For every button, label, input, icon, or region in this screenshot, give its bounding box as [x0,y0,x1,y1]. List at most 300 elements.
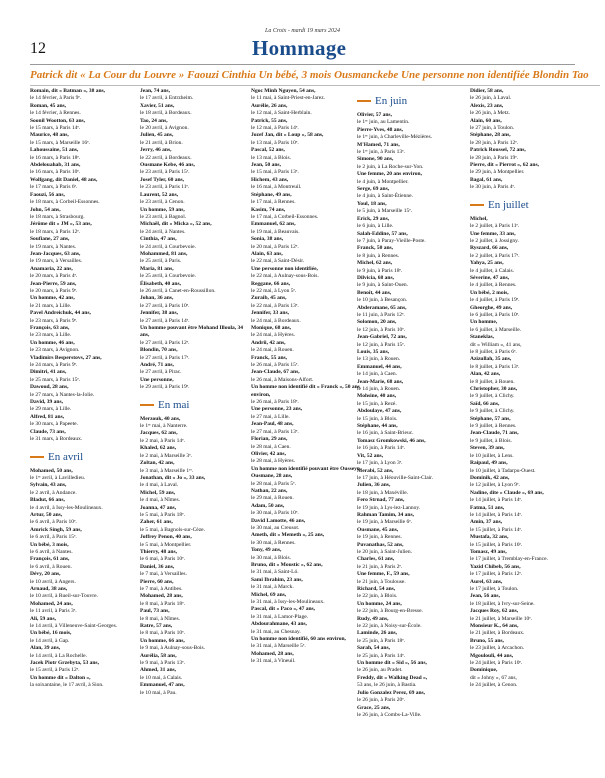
entry-name: Une personne, [140,376,174,383]
entry-name: Faouzi, 56 ans, [30,191,65,198]
obituary-entry [357,201,470,216]
entry-detail: le 2 avril, à Andance. [30,489,77,496]
entry-name: Emmanuel, 62 ans, [251,221,296,228]
entry-detail: le 4 juillet, à Rennes. [470,282,517,289]
entry-name: Saïd, 66 ans, [470,400,500,407]
entry-name: Emmanuel, 47 ans, [140,682,185,689]
entry-name: Un homme, 66 ans, [140,637,185,644]
entry-name: Romain, dit « Batman », 38 ans, [30,88,106,94]
entry-detail: le 1ᵉʳ juin, à Charleville-Mézières. [357,134,432,141]
obituary-entry [30,162,143,177]
entry-detail: le 18 mars, à Corbeil-Essonnes. [30,199,100,206]
entry-detail: le 12 mai, à Paris 14ᵉ. [251,125,299,132]
entry-name: Joanna, 47 ans, [140,504,177,511]
entry-detail: le 24 mai, à Rouen. [251,347,294,354]
names-banner [30,69,600,84]
entry-detail: le 24 mai, à Bordeaux. [251,317,301,324]
entry-detail: le 11 avril, à Paris 3ᵉ. [30,608,77,615]
obituary-entry [140,88,253,103]
entry-name: Florian, 29 ans, [251,436,288,443]
obituary-entry [470,667,583,682]
entry-detail: le 24 avril, à Nantes. [140,228,186,235]
entry-name: Wolfgang, dit Daniel, 48 ans, [30,176,98,183]
obituary-entry [251,406,364,421]
obituary-entry [357,675,470,690]
entry-detail: le 27 avril, à Paris 17ᵉ. [140,354,190,361]
entry-detail: le 28 juin, à Paris 19ᵉ. [470,154,519,161]
entry-name: Richard, 54 ans, [357,586,396,592]
entry-detail: le 6 avril, à Nantes. [30,548,73,555]
entry-detail: le 30 juin, à Paris 4ᵉ. [470,184,516,191]
entry-detail: le 20 mars, à Paris 9ᵉ. [30,287,78,294]
entry-name: Bladut, 66 ans, [30,497,65,504]
entry-name: Un homme dit « Sid », 56 ans, [357,660,427,667]
entry-name: Vit, 52 ans, [357,452,384,459]
title-divider [30,64,575,65]
entry-name: Ousmane Kebe, 46 ans, [140,162,195,169]
obituary-entry [140,416,253,431]
entry-detail: le 27 mai, à Lille. [251,413,290,420]
obituary-entry [30,192,143,207]
entry-name: Zaher, 61 ans, [140,519,173,526]
entry-detail: le 15 mai, à Paris 13ᵉ. [251,169,299,176]
entry-detail: le 12 juillet, à Lyon 9ᵉ. [470,482,520,489]
entry-detail: le 8 juillet, à Paris 13ᵉ. [470,363,520,370]
entry-detail: le 14 avril, à Gap. [30,637,70,644]
entry-name: Ali, 59 ans, [30,615,56,622]
obituary-entry [357,245,470,260]
entry-detail: le 15 mars, à Paris 14ᵉ. [30,125,81,132]
entry-detail: le 27 mai, à Paris 13ᵉ. [251,428,299,435]
entry-name: Maurice, 48 ans, [30,132,69,139]
entry-detail: le 10 mai, à Pau. [140,689,177,696]
obituary-entry [251,451,364,466]
obituary-entry [30,236,143,251]
entry-name: Steven, 39 ans, [470,445,505,452]
entry-detail: le 25 avril, à Paris. [140,258,182,265]
entry-detail: le 10 avril, à Rueil-sur-Touvre. [30,593,98,600]
entry-name: Pascal, 52 ans, [251,147,285,154]
page-title: Hommage [252,36,347,60]
obituary-entry [140,430,253,445]
obituary-entry [251,103,364,118]
obituary-entry [140,445,253,460]
entry-detail: le 19 juin, à Lys-lez-Lannoy. [357,504,421,511]
obituary-entry [470,460,583,475]
entry-name: Un homme, 46 ans, [30,339,75,346]
obituary-entry [357,705,470,720]
obituary-entry [140,347,253,362]
obituary-entry [251,636,364,651]
obituary-entry [251,577,364,592]
entry-name: Jacek Piotr Grzebyta, 53 ans, [30,660,99,667]
entry-name: Jacques, 62 ans, [140,430,178,437]
entry-detail: le 11 mai, à Saint-Priest-en-Jarez. [251,95,326,102]
entry-detail: le 4 juin, à Montpellier. [357,178,409,185]
entry-name: Benoît, 44 ans, [357,289,392,296]
entry-name: Olivier, 42 ans, [251,450,286,457]
entry-detail: le 31 mai, à Saint-Ló. [251,569,299,576]
entry-detail: le 10 juillet, à Tadarpu-Ouest. [470,467,536,474]
obituary-entry [140,221,253,236]
entry-detail: le 17 mai, à Corbeil-Essonnes. [251,213,319,220]
obituary-entry [470,371,583,386]
entry-detail: le 4 juillet, à Paris 19ᵉ. [470,297,520,304]
entry-detail: le 31 mai, à Lamor-Plage. [251,613,309,620]
obituary-entry [251,340,364,355]
obituary-entry [251,118,364,133]
entry-name: Amrick Singh, 59 ans, [30,526,82,533]
entry-detail: le 25 juin, à Paris 18ᵉ. [357,637,406,644]
entry-name: Rahman Tamim, 34 ans, [357,511,415,518]
obituary-entry [251,88,364,103]
entry-name: Salah-Eddine, 57 ans, [357,230,408,237]
obituary-entry [140,325,253,347]
entry-name: Solomon, 20 ans, [357,319,397,326]
entry-name: Michel, 59 ans, [140,489,176,496]
entry-detail: le 25 avril, à Courbevoie. [140,273,196,280]
entry-detail: le 7 mai, à Versailles. [140,571,187,578]
obituary-entry [30,468,143,483]
entry-name: Jean-Paul, 48 ans, [251,421,294,428]
entry-detail: le 26 juin, à Laval. [470,95,512,102]
entry-name: Ameth, dit « Memeth », 25 ans, [251,532,325,539]
entry-detail: le 27 avril, à Paris 10ᵉ. [140,302,190,309]
obituary-entry [140,623,253,638]
entry-name: John, 54 ans, [30,206,61,213]
entry-detail: le 16 mars, à Paris 18ᵉ. [30,154,81,161]
entry-name: Sarah, 54 ans, [357,645,391,652]
entry-name: Un bébé, 3 mois, [30,541,69,548]
obituary-entry [470,653,583,668]
entry-detail: le 31 mai, à Marck. [251,584,294,591]
obituary-entry [140,132,253,147]
obituary-entry [30,429,143,444]
entry-detail: le 20 avril, à Avignon. [140,125,189,132]
entry-name: Jean-Jacques, 63 ans, [30,250,81,257]
entry-name: Soufiane, 27 ans, [30,236,70,243]
entry-detail: le 21 juillet, à Bordeaux. [470,630,525,637]
obituary-entry [140,653,253,668]
obituary-entry [30,147,143,162]
obituary-entry [251,547,364,562]
obituary-entry [30,586,143,601]
banner-name: Cinthia [221,69,259,81]
entry-detail: le 14 juillet, à Paris 14ᵉ. [470,511,523,518]
entry-name: Mohamed, 28 ans, [140,593,183,600]
obituary-entry [470,534,583,549]
entry-detail: le 9 juillet, à Clichy. [470,408,515,415]
entry-detail: le 26 juin, à Paris 20ᵉ. [357,697,406,704]
entry-detail: le 5 juin, à Marseille 15ᵉ. [357,208,413,215]
entry-name: Khaled, 62 ans, [140,445,177,452]
obituary-entry [470,260,583,275]
entry-name: Pierre, 60 ans, [140,578,174,585]
entry-detail: le 22 juin, à Bourg-en-Bresse. [357,608,423,615]
obituary-entry [470,162,583,177]
entry-name: Dimitri, 41 ans, [30,369,67,376]
entry-detail: le 19 mars, à Nantes. [30,243,77,250]
entry-name: Jennifer, 38 ans, [140,310,178,317]
obituary-entry [251,562,364,577]
entry-detail: le 14 juin, à Rouen. [357,386,401,393]
entry-name: Serge, 69 ans, [357,186,390,193]
obituary-entry [357,527,470,542]
entry-name: Bagal, 61 ans, [470,176,503,183]
entry-detail: le 9 juillet, à Blois. [470,437,512,444]
obituary-entry [251,310,364,325]
entry-name: Josef Tyler, 60 ans, [140,176,185,183]
entry-detail: le 24 juillet, à Paris 10ᵉ. [470,660,523,667]
obituary-entry [140,295,253,310]
entry-name: Arnaud, 38 ans, [30,586,68,592]
entry-detail: le 18 avril, à Bordeaux. [140,110,192,117]
entry-name: Dawoud, 28 ans, [30,384,69,391]
entry-detail: dit « Johny », 67 ans, [470,674,517,681]
entry-detail: le 17 juin, à Héouville-Saint-Clair. [357,474,434,481]
entry-detail: le 7 mai, à Antibes. [140,586,183,592]
entry-name: Un bébé, 2 mois, [470,289,509,296]
entry-detail: le 23 mars, à Lille. [30,332,72,339]
entry-name: Zoltan, 42 ans, [140,460,175,467]
entry-detail: le 24 juillet, à Cenon. [470,682,518,689]
entry-detail: le 18 juin, à Maxéville. [357,489,409,496]
entry-name: Abdelouahab, 31 ans, [30,162,81,169]
month-heading: En avril [30,450,143,464]
entry-detail: le 17 mai, à Rennes. [251,199,296,206]
entry-detail: le 15 avril, à Paris 12ᵉ. [30,667,80,674]
obituary-entry [470,579,583,594]
obituary-entry [30,325,143,340]
obituary-entry [30,384,143,399]
entry-name: Sami Ibrahim, 23 ans, [251,576,303,583]
entry-name: Franck, 55 ans, [251,354,288,361]
obituary-entry [357,275,470,290]
obituary-entry [251,651,364,666]
entry-name: Ahmed, 31 ans, [140,667,177,674]
entry-detail: le 8 mai, à Nîmes. [140,615,181,622]
entry-name: Alain, 63 ans, [251,250,283,257]
entry-detail: le 15 juillet, à Paris 16ᵉ. [470,541,523,548]
entry-name: Alan, 39 ans, [30,645,61,652]
obituary-entry [251,384,364,406]
entry-name: Une femme, F., 59 ans, [357,571,410,578]
obituary-entry [357,690,470,705]
entry-detail: le 7 juin, à Paray-Vieille-Poste. [357,237,426,244]
entry-name: Paul, 73 ans, [140,608,170,615]
obituary-entry [30,616,143,631]
obituary-entry [251,488,364,503]
entry-name: Didier, 58 ans, [470,88,504,94]
entry-detail: la soixantaine, le 17 avril, à Sion. [30,682,104,689]
entry-name: David, 39 ans, [30,399,64,406]
entry-detail: le 19 mars, à Versailles. [30,258,83,265]
entry-name: Puvanathas, 52 ans, [357,541,404,548]
entry-detail: le 4 mai, à Nîmes. [140,497,181,504]
entry-name: Christopher, 30 ans, [470,386,518,393]
entry-detail: le 6 avril, à Paris 10ᵉ. [30,519,77,526]
entry-name: Monsieur K., 64 ans, [470,623,519,630]
entry-detail: le 17 juin, à Lyon 3ᵉ. [357,460,403,467]
obituary-entry [140,682,253,697]
obituary-entry [251,592,364,607]
entry-detail: le 27 juin, à Toulon. [470,125,515,132]
entry-detail: le 1ᵉʳ juin, à Paris 13ᵉ. [357,149,405,156]
entry-name: Erick, 29 ans, [357,215,390,222]
entry-name: Michel, 69 ans, [251,591,287,598]
entry-detail: le 2 mai, à Paris 14ᵉ. [140,437,185,444]
obituary-entry [30,571,143,586]
entry-detail: le 13 mai, à Paris 10ᵉ. [251,139,299,146]
entry-detail: le 29 avril, à Paris 19ᵉ. [140,384,190,391]
entry-name: Michel, 62 ans, [357,260,393,267]
entry-detail: le 17 mars, à Paris 6ᵉ. [30,184,78,191]
obituary-entry [470,147,583,162]
entry-name: Jean-Marie, 68 ans, [357,378,404,385]
entry-detail: le 8 juin, à Rennes. [357,252,400,259]
obituary-entry [357,571,470,586]
column-5 [470,88,583,778]
obituary-entry [470,319,583,334]
obituary-entry [30,266,143,281]
obituary-entry [357,260,470,275]
entry-name: Michaël, dit « Micka », 52 ans, [140,221,212,228]
header-date: La Croix - mardi 19 mars 2024 [265,28,340,34]
obituary-entry [357,156,470,171]
entry-name: Jean-Pierre, 59 ans, [30,280,77,287]
entry-detail: le 31 mars, à Bordeaux. [30,436,83,443]
obituary-entry [251,192,364,207]
entry-detail: le 22 juin, à Noisy-sur-École. [357,623,422,630]
entry-detail: le 9 juin, à Saint-Ouen. [357,282,409,289]
entry-name: Sonia, 38 ans, [251,236,284,243]
entry-name: Joffrey Penon, 40 ans, [140,534,192,541]
entry-detail: le 30 mai, à Blois. [251,554,292,561]
entry-name: Claude, 73 ans, [30,428,66,435]
entry-detail: le 29 juin, à Montpellier. [470,169,525,176]
entry-detail: le 23 avril, à Bagnol. [140,213,187,220]
obituary-entry [357,364,470,379]
entry-detail: le 4 avril, à Issy-les-Moulineaux. [30,504,103,511]
obituary-entry [470,608,583,623]
entry-name: Kasim, 74 ans, [251,206,286,213]
entry-name: Un homme, 59 ans, [140,206,185,213]
obituary-entry [251,369,364,384]
entry-name: Ryszard, 66 ans, [470,245,509,252]
entry-detail: le 6 juin, à Lille. [357,223,394,230]
entry-detail: le 2 juin, à La Roche-sur-Yon. [357,163,424,170]
entry-name: Élisabeth, 40 ans, [140,280,181,287]
entry-detail: le 28 mai, à Paris 5ᵉ. [251,480,296,487]
entry-detail: le 25 juin, à Paris 14ᵉ. [357,652,406,659]
entry-name: Jean-Claude, 67 ans, [251,369,300,376]
obituary-entry [357,497,470,512]
obituary-entry [470,231,583,246]
obituary-entry [470,549,583,564]
entry-detail: le 6 juillet, à Paris 10ᵉ. [470,311,520,318]
obituary-entry [470,638,583,653]
entry-detail: le 14 février, à Rennes. [30,110,81,117]
entry-name: Raipaul, 49 ans, [470,460,508,467]
obituary-entry [30,556,143,571]
entry-detail: le 19 mai, à Beauvais. [251,228,300,235]
obituary-entry [470,623,583,638]
entry-detail: le 17 juillet, à Paris 12ᵉ. [470,571,523,578]
entry-name: Fero Strnad, 77 ans, [357,497,405,504]
obituary-entry [140,310,253,325]
entry-name: Jerry, 46 ans, [140,147,172,154]
obituary-entry [30,88,143,103]
entry-name: Tomasz, 49 ans, [470,548,507,555]
entry-detail: le 1ᵉʳ avril, à Lavilledieu. [30,474,86,481]
obituary-entry [251,236,364,251]
entry-detail: le 2 juillet, à Jossigny. [470,237,519,244]
entry-detail: le 14 juillet, à Paris 14ᵉ. [470,497,523,504]
entry-name: Sylvain, 43 ans, [30,482,67,489]
banner-name: Tao [571,69,589,81]
entry-detail: 53 ans, le 26 juin, à Bastia. [357,682,417,689]
banner-name: Un bébé, 3 mois [258,69,335,81]
entry-detail: le 28 mai, à Caen. [251,443,291,450]
entry-detail: le 21 juin, à Paris 2ᵉ. [357,563,403,570]
obituary-entry [470,118,583,133]
entry-name: Zuraib, 45 ans, [251,295,287,302]
obituary-entry [140,564,253,579]
month-heading: En juillet [470,198,583,212]
obituary-entry [357,127,470,142]
banner-name: Faouzi [187,69,222,81]
entry-name: Jean-Claude, 71 ans, [470,430,519,437]
entry-name: Jérôme dit « JM », 53 ans, [30,221,92,228]
column-1 [30,88,143,778]
entry-name: Bruno, dit « Moustic », 62 ans, [251,562,323,568]
obituary-entry [140,667,253,682]
obituary-entry [30,630,143,645]
entry-name: Louis, 35 ans, [357,349,390,355]
entry-detail: le 5 mai, à Montpellier. [140,541,192,548]
entry-detail: le 22 mai, à Saint-Désir. [251,258,305,265]
entry-name: Grace, 25 ans, [357,704,391,711]
obituary-entry [357,379,470,394]
entry-name: David Lamotte, 46 ans, [251,517,306,524]
obituary-entry [357,660,470,675]
entry-detail: le 26 juin, à Combs-La-Ville. [357,711,422,718]
obituary-entry [251,621,364,636]
obituary-entry [470,103,583,118]
obituary-entry [357,319,470,334]
obituary-entry [251,503,364,518]
obituary-entry [30,414,143,429]
entry-name: Abdoulaye, 47 ans, [357,408,402,415]
entry-name: Stéphane, 49 ans, [251,191,292,198]
entry-name: Franck, 50 ans, [357,245,394,252]
obituary-entry [357,408,470,423]
obituary-entry [357,453,470,468]
entry-name: Julien, 45 ans, [140,132,174,139]
obituary-entry [30,355,143,370]
entry-name: Yazid Chibeb, 56 ans, [470,563,521,570]
obituary-entry [140,519,253,534]
entry-detail: le 27 avril, à Paris 14ᵉ. [140,317,190,324]
obituary-entry [30,177,143,192]
obituary-entry [140,362,253,377]
obituary-entry [357,305,470,320]
obituary-entry [251,281,364,296]
obituary-entry [470,216,583,231]
entry-name: Pascal, dit « Paco », 47 ans, [251,606,316,613]
entry-detail: le 23 avril, à Paris 11ᵉ. [140,184,190,191]
obituary-entry [251,355,364,370]
